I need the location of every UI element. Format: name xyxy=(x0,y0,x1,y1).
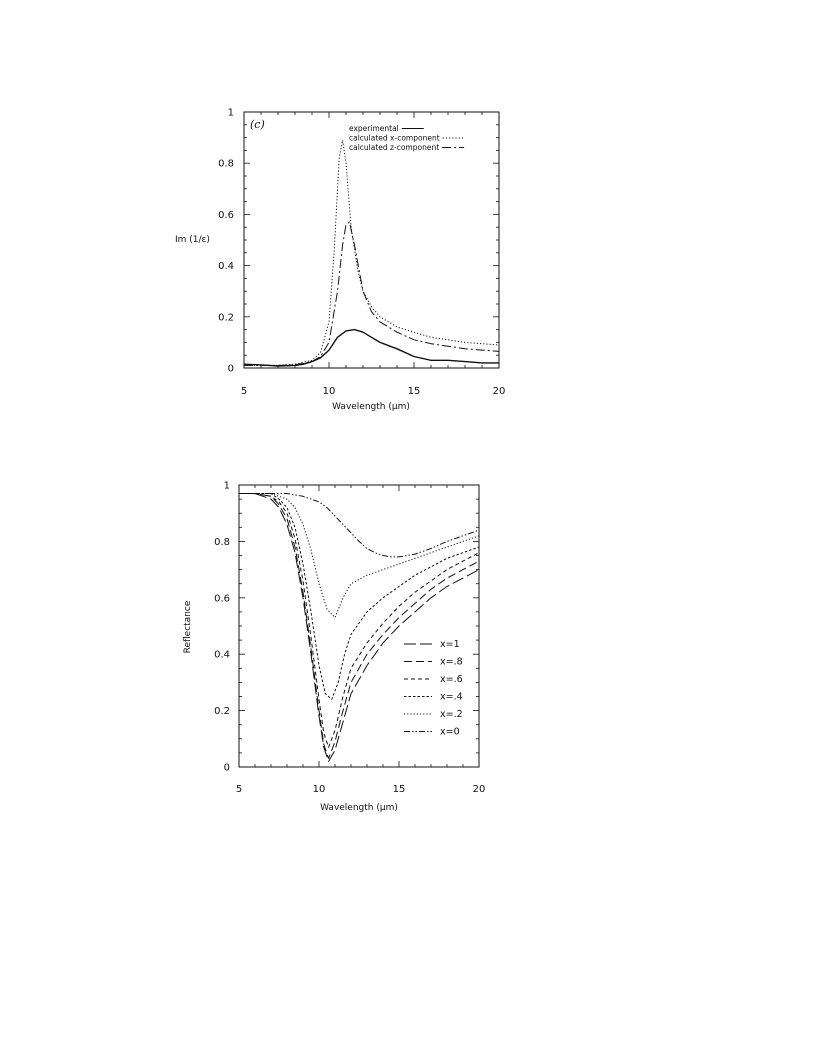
legend-item xyxy=(404,709,463,720)
legend-item xyxy=(404,657,463,668)
series-line-calculated-z-component xyxy=(244,222,499,365)
y-tick-label: 0 xyxy=(223,762,230,774)
series-line-x-1 xyxy=(239,494,479,762)
tick-marks xyxy=(239,485,479,767)
legend-label: x=.8 xyxy=(440,656,463,668)
chart-im-inverse-epsilon xyxy=(175,108,505,413)
y-tick-label: 0.8 xyxy=(218,158,234,170)
x-tick-label: 5 xyxy=(240,386,248,397)
x-tick-label: 20 xyxy=(492,386,506,397)
y-tick-label: 0.6 xyxy=(214,593,230,605)
y-tick-label: 0.2 xyxy=(218,312,234,324)
legend-item xyxy=(349,124,424,133)
legend xyxy=(349,124,465,152)
legend-label: experimental xyxy=(349,124,399,133)
y-axis-title: Im (1/ε) xyxy=(175,235,210,245)
x-axis-title: Wavelength (μm) xyxy=(320,803,398,813)
legend-label: x=0 xyxy=(440,726,460,738)
x-tick-label: 5 xyxy=(235,784,243,795)
x-tick-label: 15 xyxy=(392,784,406,795)
legend-label: x=.6 xyxy=(440,674,463,685)
legend-item xyxy=(404,692,463,703)
legend-item xyxy=(349,134,465,143)
y-tick-label: 1 xyxy=(223,480,230,492)
legend xyxy=(404,639,463,738)
y-tick-label: 0.8 xyxy=(214,536,230,548)
legend-label: x=1 xyxy=(440,639,460,650)
y-tick-label: 0.4 xyxy=(218,261,234,273)
y-tick-label: 0.2 xyxy=(214,706,230,718)
x-tick-label: 20 xyxy=(472,784,486,795)
y-tick-label: 0.4 xyxy=(214,649,230,661)
legend-item xyxy=(404,674,463,685)
legend-item xyxy=(404,727,460,738)
legend-label: x=.2 xyxy=(440,709,463,720)
y-tick-label: 0 xyxy=(227,363,234,375)
y-tick-label: 1 xyxy=(227,107,234,119)
x-tick-label: 10 xyxy=(322,386,336,397)
series-line-x-2 xyxy=(239,494,479,618)
y-axis-title: Reflectance xyxy=(183,600,193,654)
panel-label: (c) xyxy=(250,118,265,131)
legend-label: calculated x-component xyxy=(349,133,440,143)
legend-label: x=.4 xyxy=(440,691,463,703)
series-layer xyxy=(244,140,499,366)
series-line-calculated-x-component xyxy=(244,140,499,365)
series-layer xyxy=(239,494,479,762)
x-axis-title: Wavelength (μm) xyxy=(332,402,410,412)
legend-item xyxy=(404,639,460,650)
chart-reflectance xyxy=(183,481,485,814)
y-tick-label: 0.6 xyxy=(218,209,234,221)
x-tick-label: 15 xyxy=(407,386,421,397)
x-tick-label: 10 xyxy=(312,784,326,795)
legend-item xyxy=(349,143,464,152)
legend-label: calculated z-component xyxy=(349,143,440,152)
plot-frame xyxy=(239,485,479,767)
